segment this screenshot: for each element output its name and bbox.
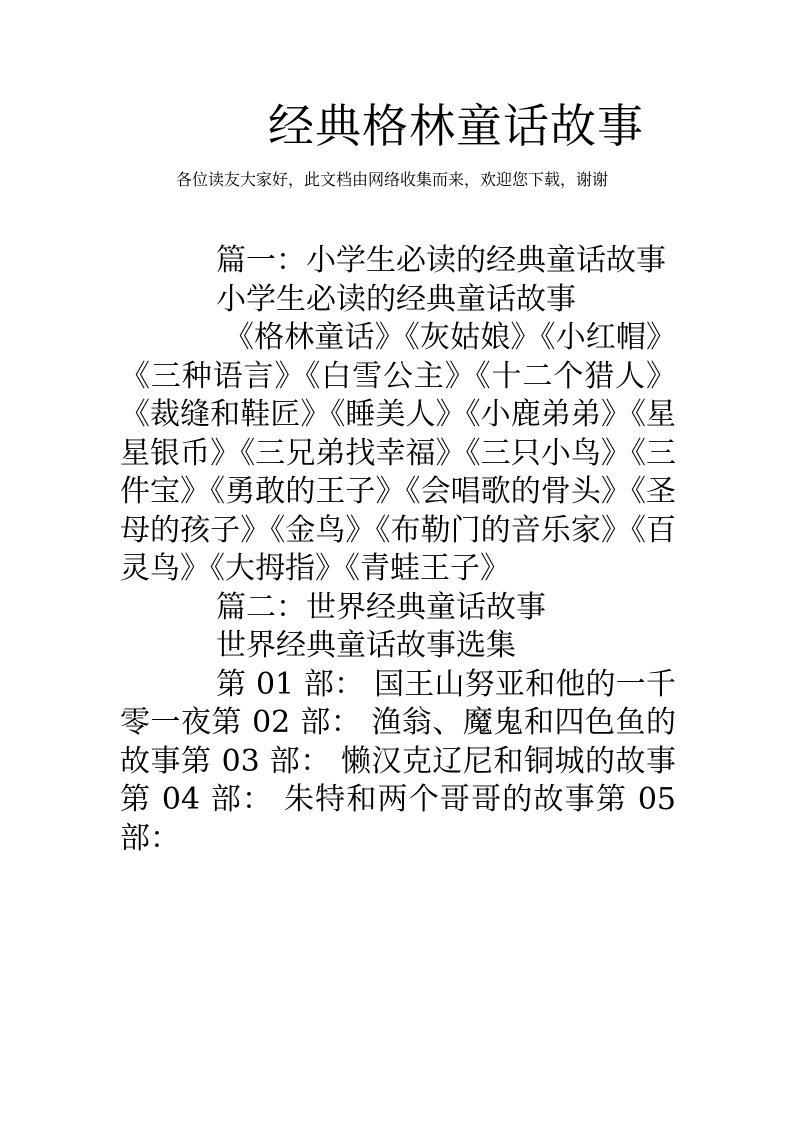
section-heading-1: 篇一：小学生必读的经典童话故事 [216, 243, 666, 278]
document-title: 经典格林童话故事 [268, 99, 644, 153]
story-title-list: 《格林童话》《灰姑娘》《小红帽》《三种语言》《白雪公主》《十二个猎人》《裁缝和鞋匠》《睡美人》《小鹿弟弟》《星星银币》《三兄弟找幸福》《三只小鸟》《三件宝》《勇敢的王子》《会唱歌的骨头》《圣母的孩子》《金鸟》《布勒门的音乐家》《百灵鸟》《大拇指》《青蛙王子》 [120, 320, 676, 586]
chapter-list: 第 01 部： 国王山努亚和他的一千零一夜第 02 部： 渔翁、魔鬼和四色鱼的故事第 03 部： 懒汉克辽尼和铜城的故事第 04 部： 朱特和两个哥哥的故事第 05 部： [120, 666, 676, 856]
section-subheading-2: 世界经典童话故事选集 [216, 628, 516, 663]
section-heading-2: 篇二：世界经典童话故事 [216, 589, 546, 625]
document-body [120, 242, 676, 858]
document-subtitle: 各位读友大家好，此文档由网络收集而来，欢迎您下载，谢谢 [176, 170, 609, 189]
section-subheading-1: 小学生必读的经典童话故事 [216, 281, 576, 317]
